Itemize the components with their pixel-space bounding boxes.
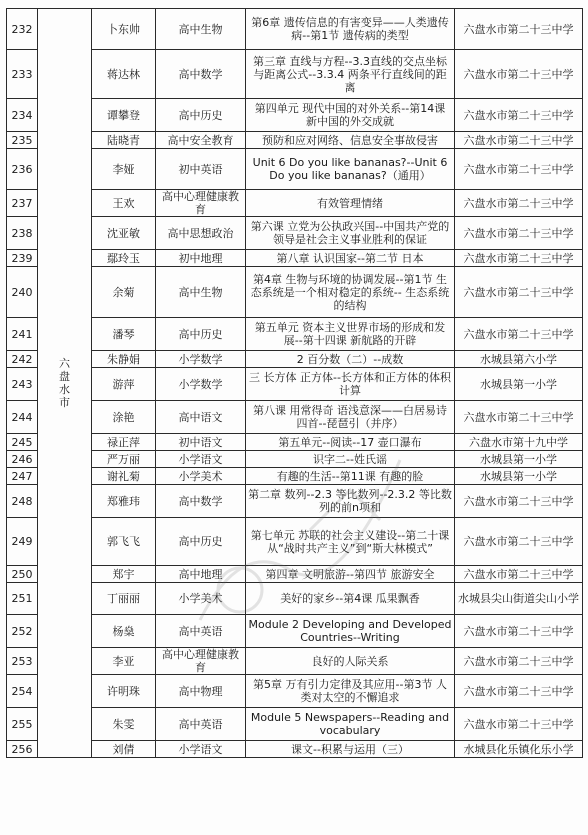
school-cell: 六盘水市第二十三中学: [455, 132, 583, 149]
course-cell: 第4章 生物与环境的协调发展--第1节 生态系统是一个相对稳定的系统-- 生态系统的结构: [246, 267, 455, 318]
row-number: 237: [7, 190, 38, 217]
row-number: 240: [7, 267, 38, 318]
teacher-name: 卜东帅: [92, 9, 156, 50]
region-char: 水: [59, 383, 70, 396]
subject-cell: 高中生物: [156, 267, 246, 318]
course-cell: 第三章 直线与方程--3.3直线的交点坐标与距离公式--3.3.4 两条平行直线间的距离: [246, 50, 455, 99]
school-cell: 六盘水市第二十三中学: [455, 267, 583, 318]
row-number: 247: [7, 468, 38, 485]
teacher-name: 王欢: [92, 190, 156, 217]
subject-cell: 高中数学: [156, 50, 246, 99]
row-number: 255: [7, 708, 38, 741]
teacher-name: 涂艳: [92, 401, 156, 434]
course-cell: Module 2 Developing and Developed Countries--Writing: [246, 615, 455, 648]
school-cell: 水城县第一小学: [455, 468, 583, 485]
row-number: 245: [7, 434, 38, 451]
course-cell: 第七单元 苏联的社会主义建设--第二十课 从“战时共产主义”到“斯大林模式”: [246, 518, 455, 566]
school-cell: 六盘水市第二十三中学: [455, 675, 583, 708]
course-cell: 第八课 用常得奇 语浅意深——白居易诗四首--琵琶引（并序）: [246, 401, 455, 434]
teacher-name: 朱雯: [92, 708, 156, 741]
school-cell: 水城县第六小学: [455, 351, 583, 368]
subject-cell: 高中历史: [156, 518, 246, 566]
table-row: [7, 190, 583, 217]
table-row: [7, 149, 583, 190]
teacher-name: 丁丽丽: [92, 583, 156, 615]
region-cell: [38, 9, 92, 758]
table-row: [7, 518, 583, 566]
course-cell: 第四章 文明旅游--第四节 旅游安全: [246, 566, 455, 583]
subject-cell: 高中英语: [156, 615, 246, 648]
teacher-name: 余菊: [92, 267, 156, 318]
teacher-name: 潘琴: [92, 318, 156, 351]
subject-cell: 高中物理: [156, 675, 246, 708]
teacher-name: 禄正萍: [92, 434, 156, 451]
teacher-name: 许明珠: [92, 675, 156, 708]
table-row: [7, 485, 583, 518]
teacher-name: 郭飞飞: [92, 518, 156, 566]
school-cell: 水城县尖山街道尖山小学: [455, 583, 583, 615]
school-cell: 六盘水市第二十三中学: [455, 485, 583, 518]
row-number: 233: [7, 50, 38, 99]
subject-cell: 高中安全教育: [156, 132, 246, 149]
school-cell: 六盘水市第二十三中学: [455, 318, 583, 351]
table-body: [7, 9, 583, 758]
table-row: [7, 351, 583, 368]
table-row: [7, 434, 583, 451]
region-char: 六: [59, 357, 70, 370]
row-number: 238: [7, 217, 38, 250]
table-row: [7, 368, 583, 401]
subject-cell: 初中地理: [156, 250, 246, 267]
table-row: [7, 583, 583, 615]
row-number: 249: [7, 518, 38, 566]
school-cell: 水城县化乐镇化乐小学: [455, 741, 583, 758]
table-row: [7, 267, 583, 318]
course-cell: 良好的人际关系: [246, 648, 455, 675]
table-row: [7, 401, 583, 434]
subject-cell: 高中心理健康教育: [156, 648, 246, 675]
table-row: [7, 648, 583, 675]
subject-cell: 小学数学: [156, 351, 246, 368]
course-cell: 2 百分数（二）--成数: [246, 351, 455, 368]
table-row: [7, 217, 583, 250]
table-row: [7, 675, 583, 708]
subject-cell: 小学美术: [156, 583, 246, 615]
school-cell: 六盘水市第二十三中学: [455, 99, 583, 132]
course-cell: 三 长方体 正方体--长方体和正方体的体积计算: [246, 368, 455, 401]
subject-cell: 高中历史: [156, 99, 246, 132]
teacher-name: 刘倩: [92, 741, 156, 758]
teacher-name: 鄢玲玉: [92, 250, 156, 267]
teacher-name: 郑宇: [92, 566, 156, 583]
school-cell: 水城县第一小学: [455, 451, 583, 468]
school-cell: 六盘水市第二十三中学: [455, 149, 583, 190]
course-cell: 美好的家乡--第4课 瓜果飘香: [246, 583, 455, 615]
row-number: 232: [7, 9, 38, 50]
school-cell: 六盘水市第二十三中学: [455, 401, 583, 434]
row-number: 242: [7, 351, 38, 368]
course-cell: 有趣的生活--第11课 有趣的脸: [246, 468, 455, 485]
teacher-course-table: [6, 8, 583, 758]
teacher-name: 谢礼菊: [92, 468, 156, 485]
table-row: [7, 468, 583, 485]
school-cell: 六盘水市第二十三中学: [455, 648, 583, 675]
course-cell: 第五单元--阅读--17 壶口瀑布: [246, 434, 455, 451]
subject-cell: 高中数学: [156, 485, 246, 518]
course-cell: 课文--积累与运用（三）: [246, 741, 455, 758]
course-cell: 第二章 数列--2.3 等比数列--2.3.2 等比数列的前n项和: [246, 485, 455, 518]
region-char: 盘: [59, 370, 70, 383]
table-row: [7, 451, 583, 468]
teacher-name: 蒋达林: [92, 50, 156, 99]
row-number: 248: [7, 485, 38, 518]
subject-cell: 高中地理: [156, 566, 246, 583]
course-cell: 有效管理情绪: [246, 190, 455, 217]
table-row: [7, 99, 583, 132]
table-row: [7, 250, 583, 267]
school-cell: 六盘水市第二十三中学: [455, 217, 583, 250]
teacher-name: 李娅: [92, 149, 156, 190]
row-number: 254: [7, 675, 38, 708]
subject-cell: 高中思想政治: [156, 217, 246, 250]
course-cell: Module 5 Newspapers--Reading and vocabulary: [246, 708, 455, 741]
subject-cell: 小学数学: [156, 368, 246, 401]
table-row: [7, 741, 583, 758]
teacher-name: 沈亚敏: [92, 217, 156, 250]
row-number: 252: [7, 615, 38, 648]
row-number: 235: [7, 132, 38, 149]
course-cell: Unit 6 Do you like bananas?--Unit 6 Do you like bananas?（通用）: [246, 149, 455, 190]
school-cell: 六盘水市第二十三中学: [455, 250, 583, 267]
course-cell: 第6章 遗传信息的有害变异——人类遗传病--第1节 遗传病的类型: [246, 9, 455, 50]
row-number: 256: [7, 741, 38, 758]
teacher-name: 谭攀登: [92, 99, 156, 132]
school-cell: 六盘水市第二十三中学: [455, 9, 583, 50]
table-row: [7, 615, 583, 648]
row-number: 239: [7, 250, 38, 267]
table-row: [7, 9, 583, 50]
subject-cell: 高中生物: [156, 9, 246, 50]
school-cell: 水城县第一小学: [455, 368, 583, 401]
course-cell: 第八章 认识国家--第二节 日本: [246, 250, 455, 267]
row-number: 234: [7, 99, 38, 132]
region-char: 市: [59, 396, 70, 409]
course-cell: 第六课 立党为公执政兴国--中国共产党的领导是社会主义事业胜利的保证: [246, 217, 455, 250]
table-row: [7, 566, 583, 583]
course-cell: 第五单元 资本主义世界市场的形成和发展--第十四课 新航路的开辟: [246, 318, 455, 351]
subject-cell: 高中英语: [156, 708, 246, 741]
table-row: [7, 708, 583, 741]
subject-cell: 小学语文: [156, 451, 246, 468]
subject-cell: 小学语文: [156, 741, 246, 758]
course-cell: 识字二--姓氏谣: [246, 451, 455, 468]
teacher-name: 郑雅玮: [92, 485, 156, 518]
row-number: 250: [7, 566, 38, 583]
subject-cell: 初中英语: [156, 149, 246, 190]
table-row: [7, 50, 583, 99]
teacher-name: 朱静娟: [92, 351, 156, 368]
subject-cell: 初中语文: [156, 434, 246, 451]
row-number: 253: [7, 648, 38, 675]
course-cell: 第5章 万有引力定律及其应用--第3节 人类对太空的不懈追求: [246, 675, 455, 708]
table-row: [7, 318, 583, 351]
school-cell: 六盘水市第二十三中学: [455, 190, 583, 217]
school-cell: 六盘水市第二十三中学: [455, 566, 583, 583]
teacher-name: 游萍: [92, 368, 156, 401]
subject-cell: 高中语文: [156, 401, 246, 434]
teacher-name: 严万丽: [92, 451, 156, 468]
row-number: 244: [7, 401, 38, 434]
school-cell: 六盘水市第二十三中学: [455, 518, 583, 566]
school-cell: 六盘水市第二十三中学: [455, 708, 583, 741]
row-number: 246: [7, 451, 38, 468]
subject-cell: 高中心理健康教育: [156, 190, 246, 217]
row-number: 251: [7, 583, 38, 615]
teacher-name: 陆晓青: [92, 132, 156, 149]
school-cell: 六盘水市第十九中学: [455, 434, 583, 451]
row-number: 236: [7, 149, 38, 190]
course-cell: 预防和应对网络、信息安全事故侵害: [246, 132, 455, 149]
school-cell: 六盘水市第二十三中学: [455, 615, 583, 648]
teacher-name: 李亚: [92, 648, 156, 675]
row-number: 243: [7, 368, 38, 401]
subject-cell: 高中历史: [156, 318, 246, 351]
subject-cell: 小学美术: [156, 468, 246, 485]
school-cell: 六盘水市第二十三中学: [455, 50, 583, 99]
teacher-name: 杨燊: [92, 615, 156, 648]
table-row: [7, 132, 583, 149]
course-cell: 第四单元 现代中国的对外关系--第14课 新中国的外交成就: [246, 99, 455, 132]
row-number: 241: [7, 318, 38, 351]
